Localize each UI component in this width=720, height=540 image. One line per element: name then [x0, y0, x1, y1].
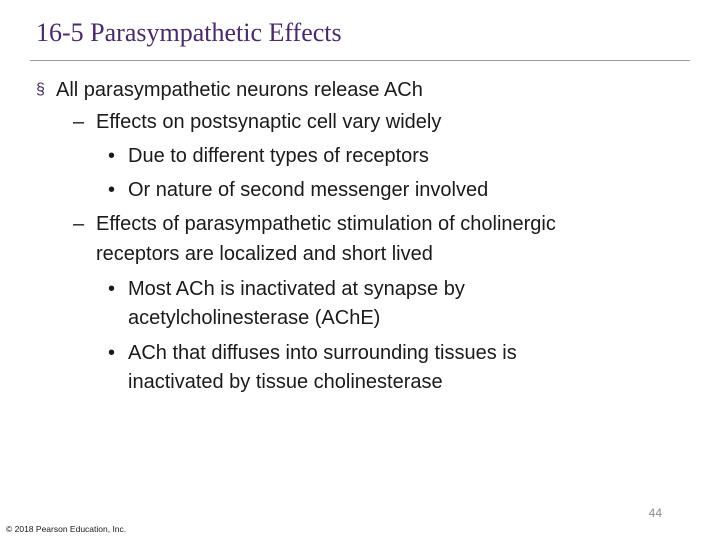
page-number: 44	[648, 506, 662, 520]
title-divider	[30, 60, 690, 61]
dot-bullet-icon: •	[108, 278, 116, 300]
bullet-level2-text-continued: receptors are localized and short lived	[96, 243, 433, 265]
bullet-level3-text: Due to different types of receptors	[128, 145, 429, 167]
bullet-level3-text: Or nature of second messenger involved	[128, 179, 489, 201]
dot-bullet-icon: •	[108, 179, 116, 201]
bullet-level3-text: Most ACh is inactivated at synapse by	[128, 278, 465, 300]
bullet-level2-text: Effects of parasympathetic stimulation of cholinergic	[96, 213, 556, 235]
bullet-level3-text-continued: inactivated by tissue cholinesterase	[128, 371, 443, 393]
bullet-level3-text: ACh that diffuses into surrounding tissues is	[128, 342, 517, 364]
bullet-level3-text-continued: acetylcholinesterase (AChE)	[128, 307, 381, 329]
bullet-level1-text: All parasympathetic neurons release ACh	[56, 79, 423, 101]
section-bullet-icon: §	[36, 81, 45, 98]
dot-bullet-icon: •	[108, 145, 116, 167]
dot-bullet-icon: •	[108, 342, 116, 364]
bullet-level2-text: Effects on postsynaptic cell vary widely	[96, 111, 442, 133]
dash-bullet-icon: –	[73, 111, 85, 133]
dash-bullet-icon: –	[73, 213, 85, 235]
slide-title: 16-5 Parasympathetic Effects	[36, 18, 342, 47]
copyright-footer: © 2018 Pearson Education, Inc.	[6, 524, 127, 534]
